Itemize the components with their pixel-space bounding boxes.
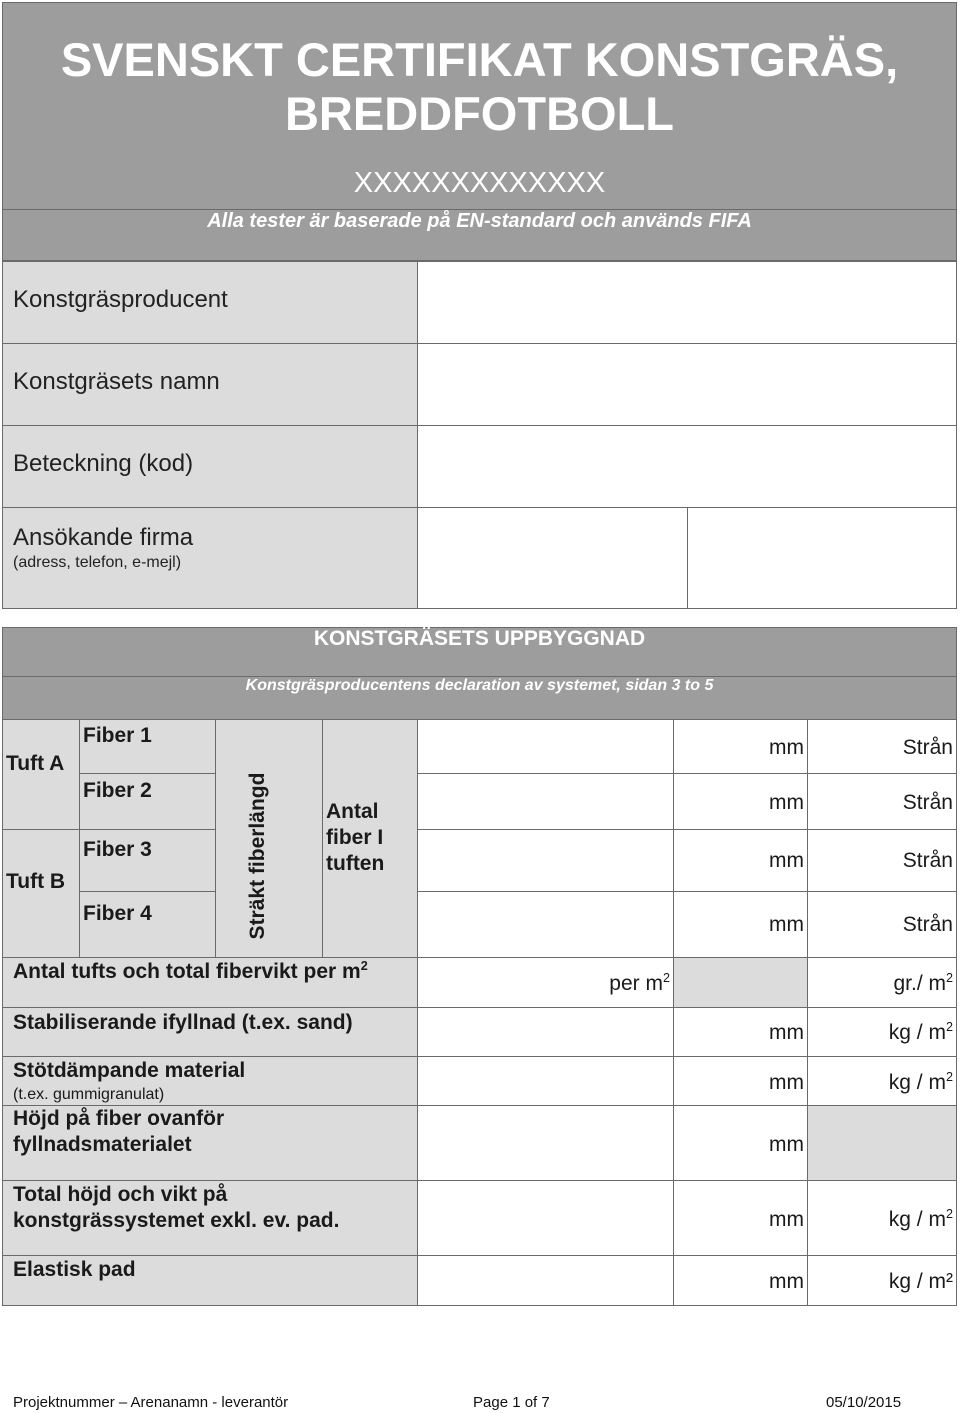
per-m-unit [609, 972, 670, 996]
stab-kg-sup: 2 [945, 1020, 953, 1034]
fiber-count-line-3: tuften [326, 852, 385, 875]
stab-kg-text: kg / m [888, 1021, 946, 1044]
total-label-line-2: konstgrässystemet exkl. ev. pad. [13, 1209, 340, 1232]
total-mm-unit: mm [769, 1208, 804, 1231]
build-subtitle: Konstgräsproducentens declaration av systemet, sidan 3 to 5 [245, 677, 714, 694]
height-mm-cell [673, 1105, 808, 1181]
tufts-label [13, 960, 368, 984]
fiber-1-label: Fiber 1 [83, 724, 152, 747]
fiber-2-label: Fiber 2 [83, 779, 152, 802]
grm-sup: 2 [945, 971, 953, 985]
height-label-line-1: Höjd på fiber ovanför [13, 1107, 225, 1130]
fiber-4-cell [79, 891, 216, 958]
fiber-3-mm-unit: mm [769, 849, 804, 872]
fiber-weight-field[interactable] [807, 957, 957, 1008]
designation-label-cell [2, 425, 418, 508]
pad-mm-cell [673, 1255, 808, 1306]
standard-subtitle: Alla tester är baserade på EN-standard och används FIFA [207, 210, 752, 232]
total-kg-sup: 2 [945, 1207, 953, 1221]
applicant-field-2[interactable] [687, 507, 957, 609]
turf-name-label: Konstgräsets namn [13, 368, 220, 395]
pad-kg-unit: kg / m² [888, 1270, 953, 1293]
shock-label: Stötdämpande material [13, 1059, 246, 1082]
grm-text: gr./ m [893, 972, 946, 995]
certificate-code: XXXXXXXXXXXXX [353, 167, 606, 199]
height-value-field[interactable] [417, 1105, 674, 1181]
fiber-1-value[interactable] [417, 719, 674, 774]
shock-kg-unit [889, 1071, 953, 1095]
fiber-1-mm-cell [673, 719, 808, 774]
fiber-count-line-2: fiber I [326, 826, 384, 849]
name-label-cell [2, 343, 418, 426]
fiber-1-cell [79, 719, 216, 774]
fiber-4-mm-unit: mm [769, 913, 804, 936]
per-m-sup: 2 [662, 971, 670, 985]
pad-value-field[interactable] [417, 1255, 674, 1306]
shock-note: (t.ex. gummigranulat) [13, 1086, 165, 1103]
pad-label: Elastisk pad [13, 1258, 136, 1281]
fiber-count-cell [322, 719, 418, 958]
designation-text: Beteckning [13, 450, 132, 477]
tuft-b-cell [2, 829, 80, 958]
stab-kg-cell[interactable] [807, 1007, 957, 1057]
tufts-label-sup: 2 [360, 959, 368, 973]
fiber-3-stran-unit: Strån [902, 849, 953, 872]
stab-value-field[interactable] [417, 1007, 674, 1057]
fiber-1-stran-cell [807, 719, 957, 774]
tufts-label-cell [2, 957, 418, 1008]
fiber-1-mm-unit: mm [769, 736, 804, 759]
stab-mm-cell [673, 1007, 808, 1057]
stab-mm-unit: mm [769, 1021, 804, 1044]
pad-kg-cell[interactable] [807, 1255, 957, 1306]
shock-kg-cell[interactable] [807, 1056, 957, 1106]
height-mm-unit: mm [769, 1133, 804, 1156]
height-label-line-2: fyllnadsmaterialet [13, 1133, 192, 1156]
fiber-4-stran-cell [807, 891, 957, 958]
fiber-4-mm-cell [673, 891, 808, 958]
height-label-cell [2, 1105, 418, 1181]
fiber-3-value[interactable] [417, 829, 674, 892]
fiber-1-stran-unit: Strån [902, 736, 953, 759]
footer-date: 05/10/2015 [826, 1394, 902, 1411]
stretched-length-label: Sträkt fiberlängd [246, 772, 269, 940]
fiber-count-line-1: Antal [326, 800, 379, 823]
applicant-label: Ansökande firma [13, 524, 194, 551]
footer-project: Projektnummer – Arenanamn - leverantör [13, 1394, 289, 1411]
fiber-4-label: Fiber 4 [83, 902, 152, 925]
fiber-2-stran-cell [807, 773, 957, 830]
shock-value-field[interactable] [417, 1056, 674, 1106]
footer-page-number: Page 1 of 7 [473, 1394, 550, 1411]
fiber-2-stran-unit: Strån [902, 791, 953, 814]
total-value-field[interactable] [417, 1180, 674, 1256]
designation-field[interactable] [417, 425, 957, 508]
fiber-3-cell [79, 829, 216, 892]
total-mm-cell [673, 1180, 808, 1256]
tufts-spacer-cell [673, 957, 808, 1008]
tuft-b-label: Tuft B [6, 870, 66, 893]
total-kg-cell[interactable] [807, 1180, 957, 1256]
tuft-a-cell [2, 719, 80, 830]
shock-mm-unit: mm [769, 1071, 804, 1094]
fiber-4-value[interactable] [417, 891, 674, 958]
title-line-2: BREDDFOTBOLL [284, 87, 674, 140]
shock-kg-sup: 2 [945, 1070, 953, 1084]
stab-kg-unit [889, 1021, 953, 1045]
build-title: KONSTGRÄSETS UPPBYGGNAD [313, 627, 646, 650]
fiber-3-mm-cell [673, 829, 808, 892]
turf-name-field[interactable] [417, 343, 957, 426]
fiber-3-stran-cell [807, 829, 957, 892]
applicant-field-1[interactable] [417, 507, 688, 609]
applicant-note: (adress, telefon, e-mejl) [13, 554, 182, 571]
designation-label [13, 450, 193, 478]
total-label-line-1: Total höjd och vikt på [13, 1183, 228, 1206]
fiber-2-mm-unit: mm [769, 791, 804, 814]
producer-label-cell [2, 261, 418, 344]
shock-mm-cell [673, 1056, 808, 1106]
stab-label-cell [2, 1007, 418, 1057]
fiber-2-mm-cell [673, 773, 808, 830]
total-kg-unit [889, 1208, 953, 1232]
tufts-label-text: Antal tufts och total fibervikt per m [13, 960, 361, 983]
applicant-label-cell [2, 507, 418, 609]
tufts-per-m-field[interactable] [417, 957, 674, 1008]
fiber-3-label: Fiber 3 [83, 838, 152, 861]
title-line-1: SVENSKT CERTIFIKAT KONSTGRÄS, [60, 33, 899, 86]
fiber-4-stran-unit: Strån [902, 913, 953, 936]
designation-note: (kod) [138, 450, 194, 477]
pad-label-cell [2, 1255, 418, 1306]
producer-label: Konstgräsproducent [13, 286, 228, 313]
total-kg-text: kg / m [888, 1208, 946, 1231]
fiber-2-cell [79, 773, 216, 830]
grm-unit [893, 972, 953, 996]
total-label-cell [2, 1180, 418, 1256]
producer-field[interactable] [417, 261, 957, 344]
tuft-a-label: Tuft A [6, 752, 65, 775]
shock-label-cell [2, 1056, 418, 1106]
shock-kg-text: kg / m [888, 1071, 946, 1094]
stab-label: Stabiliserande ifyllnad (t.ex. sand) [13, 1011, 353, 1034]
height-spacer-cell [807, 1105, 957, 1181]
per-m-text: per m [609, 972, 663, 995]
fiber-2-value[interactable] [417, 773, 674, 830]
pad-mm-unit: mm [769, 1270, 804, 1293]
